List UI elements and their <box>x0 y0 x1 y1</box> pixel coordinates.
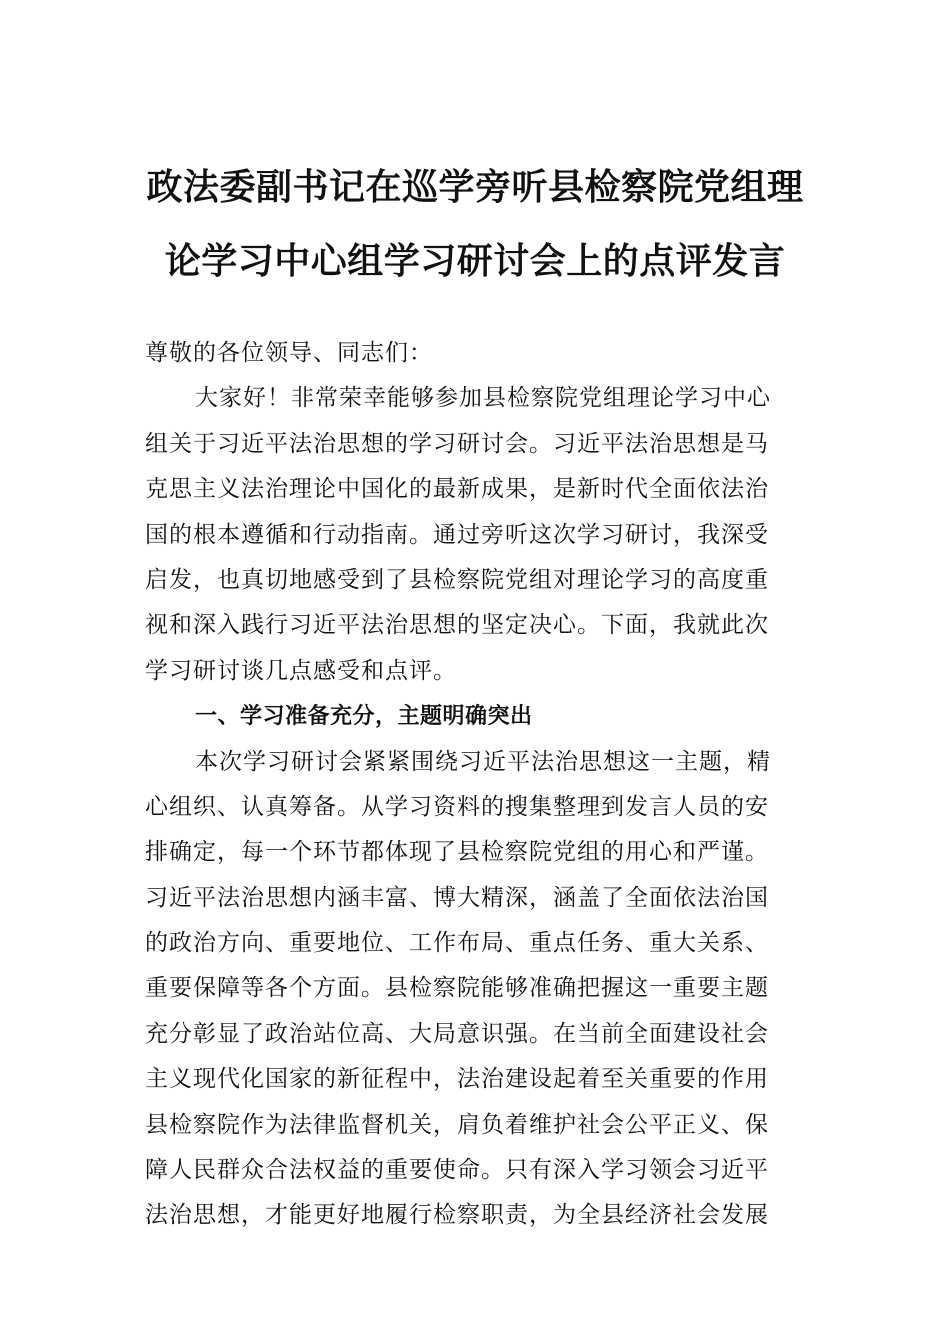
paragraph-line: 启发，也真切地感受到了县检察院党组对理论学习的高度重 <box>145 566 769 593</box>
paragraph-line: 视和深入践行习近平法治思想的坚定决心。下面，我就此次 <box>145 612 769 639</box>
paragraph-2 <box>145 740 811 1239</box>
title-line-1: 政法委副书记在巡学旁听县检察院党组理 <box>146 166 804 208</box>
paragraph-line: 法治思想，才能更好地履行检察职责，为全县经济社会发展 <box>145 1202 769 1229</box>
paragraph-1 <box>145 376 811 694</box>
paragraph-line: 县检察院作为法律监督机关，肩负着维护社会公平正义、保 <box>145 1111 769 1138</box>
document-title <box>120 150 830 298</box>
paragraph-line: 心组织、认真筹备。从学习资料的搜集整理到发言人员的安 <box>145 793 769 820</box>
paragraph-line: 重要保障等各个方面。县检察院能够准确把握这一重要主题 <box>145 975 769 1002</box>
paragraph-line: 习近平法治思想内涵丰富、博大精深，涵盖了全面依法治国 <box>145 884 769 911</box>
paragraph-line: 大家好！非常荣幸能够参加县检察院党组理论学习中心 <box>195 385 771 412</box>
paragraph-line: 的政治方向、重要地位、工作布局、重点任务、重大关系、 <box>145 930 769 957</box>
document-body <box>145 331 811 1239</box>
paragraph-line: 克思主义法治理论中国化的最新成果，是新时代全面依法治 <box>145 476 769 503</box>
paragraph-line: 充分彰显了政治站位高、大局意识强。在当前全面建设社会 <box>145 1020 769 1047</box>
paragraph-line: 学习研讨谈几点感受和点评。 <box>145 657 457 684</box>
title-line-2: 论学习中心组学习研讨会上的点评发言 <box>164 240 786 282</box>
paragraph-line: 主义现代化国家的新征程中，法治建设起着至关重要的作用 <box>145 1066 769 1093</box>
paragraph-line: 国的根本遵循和行动指南。通过旁听这次学习研讨，我深受 <box>145 521 769 548</box>
section-heading: 一、学习准备充分，主题明确突出 <box>195 704 533 730</box>
paragraph-line: 障人民群众合法权益的重要使命。只有深入学习领会习近平 <box>145 1157 769 1184</box>
greeting: 尊敬的各位领导、同志们： <box>145 340 433 366</box>
paragraph-line: 本次学习研讨会紧紧围绕习近平法治思想这一主题，精 <box>195 748 771 775</box>
paragraph-line: 组关于习近平法治思想的学习研讨会。习近平法治思想是马 <box>145 430 769 457</box>
paragraph-line: 排确定，每一个环节都体现了县检察院党组的用心和严谨。 <box>145 839 769 866</box>
